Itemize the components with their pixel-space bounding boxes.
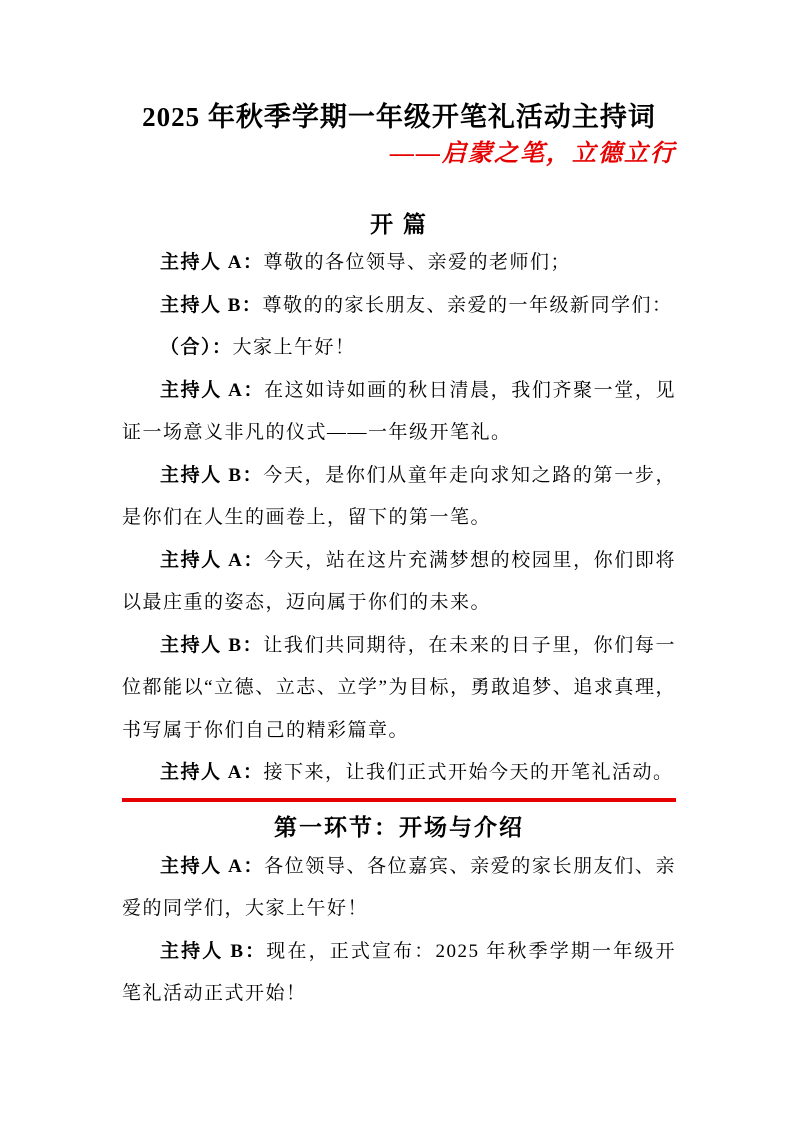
section-heading: 开 篇 xyxy=(370,212,428,237)
dialogue-paragraph xyxy=(122,540,676,625)
speaker-label: 主持人 A： xyxy=(160,252,264,273)
dialogue-paragraph xyxy=(122,327,676,370)
section-paragraphs xyxy=(122,242,676,795)
sections xyxy=(122,210,676,1016)
dialogue-paragraph xyxy=(122,846,676,931)
speaker-label: 主持人 A： xyxy=(160,549,265,571)
dialogue-text: 尊敬的的家长朋友、亲爱的一年级新同学们： xyxy=(262,294,673,316)
speaker-label: 主持人 B： xyxy=(160,940,267,962)
dialogue-paragraph xyxy=(122,625,676,753)
dialogue-text: 今天，站在这片充满梦想的校园里，你们即将以最庄重的姿态，迈向属于你们的未来。 xyxy=(122,549,676,613)
document-subtitle: ——启蒙之笔，立德立行 xyxy=(390,141,676,167)
dialogue-text: 让我们共同期待，在未来的日子里，你们每一位都能以“立德、立志、立学”为目标，勇敢追梦、追求真理，书写属于你们自己的精彩篇章。 xyxy=(122,634,676,741)
dialogue-text: 尊敬的各位领导、亲爱的老师们； xyxy=(263,252,571,273)
speaker-label: 主持人 A： xyxy=(160,762,264,783)
dialogue-text: 各位领导、各位嘉宾、亲爱的家长朋友们、亲爱的同学们，大家上午好！ xyxy=(122,855,676,919)
section-divider xyxy=(122,798,676,802)
section-heading: 第一环节：开场与介绍 xyxy=(274,814,524,840)
dialogue-text: 接下来，让我们正式开始今天的开笔礼活动。 xyxy=(263,762,674,783)
dialogue-text: 今天，是你们从童年走向求知之路的第一步，是你们在人生的画卷上，留下的第一笔。 xyxy=(122,464,676,528)
dialogue-paragraph xyxy=(122,242,676,285)
dialogue-paragraph xyxy=(122,370,676,455)
speaker-label: 主持人 B： xyxy=(160,634,264,656)
section-paragraphs xyxy=(122,846,676,1016)
dialogue-text: 大家上午好！ xyxy=(232,337,356,358)
speaker-label: （合）： xyxy=(160,337,233,358)
speaker-label: 主持人 B： xyxy=(160,294,263,316)
dialogue-text: 现在，正式宣布：2025 年秋季学期一年级开笔礼活动正式开始！ xyxy=(122,940,676,1004)
speaker-label: 主持人 B： xyxy=(160,464,264,486)
document-title: 2025 年秋季学期一年级开笔礼活动主持词 xyxy=(142,102,656,132)
dialogue-paragraph xyxy=(122,931,676,1016)
speaker-label: 主持人 A： xyxy=(160,379,265,401)
dialogue-paragraph xyxy=(122,285,676,328)
speaker-label: 主持人 A： xyxy=(160,855,265,877)
dialogue-text: 在这如诗如画的秋日清晨，我们齐聚一堂，见证一场意义非凡的仪式——一年级开笔礼。 xyxy=(122,379,676,443)
dialogue-paragraph xyxy=(122,455,676,540)
dialogue-paragraph xyxy=(122,752,676,795)
